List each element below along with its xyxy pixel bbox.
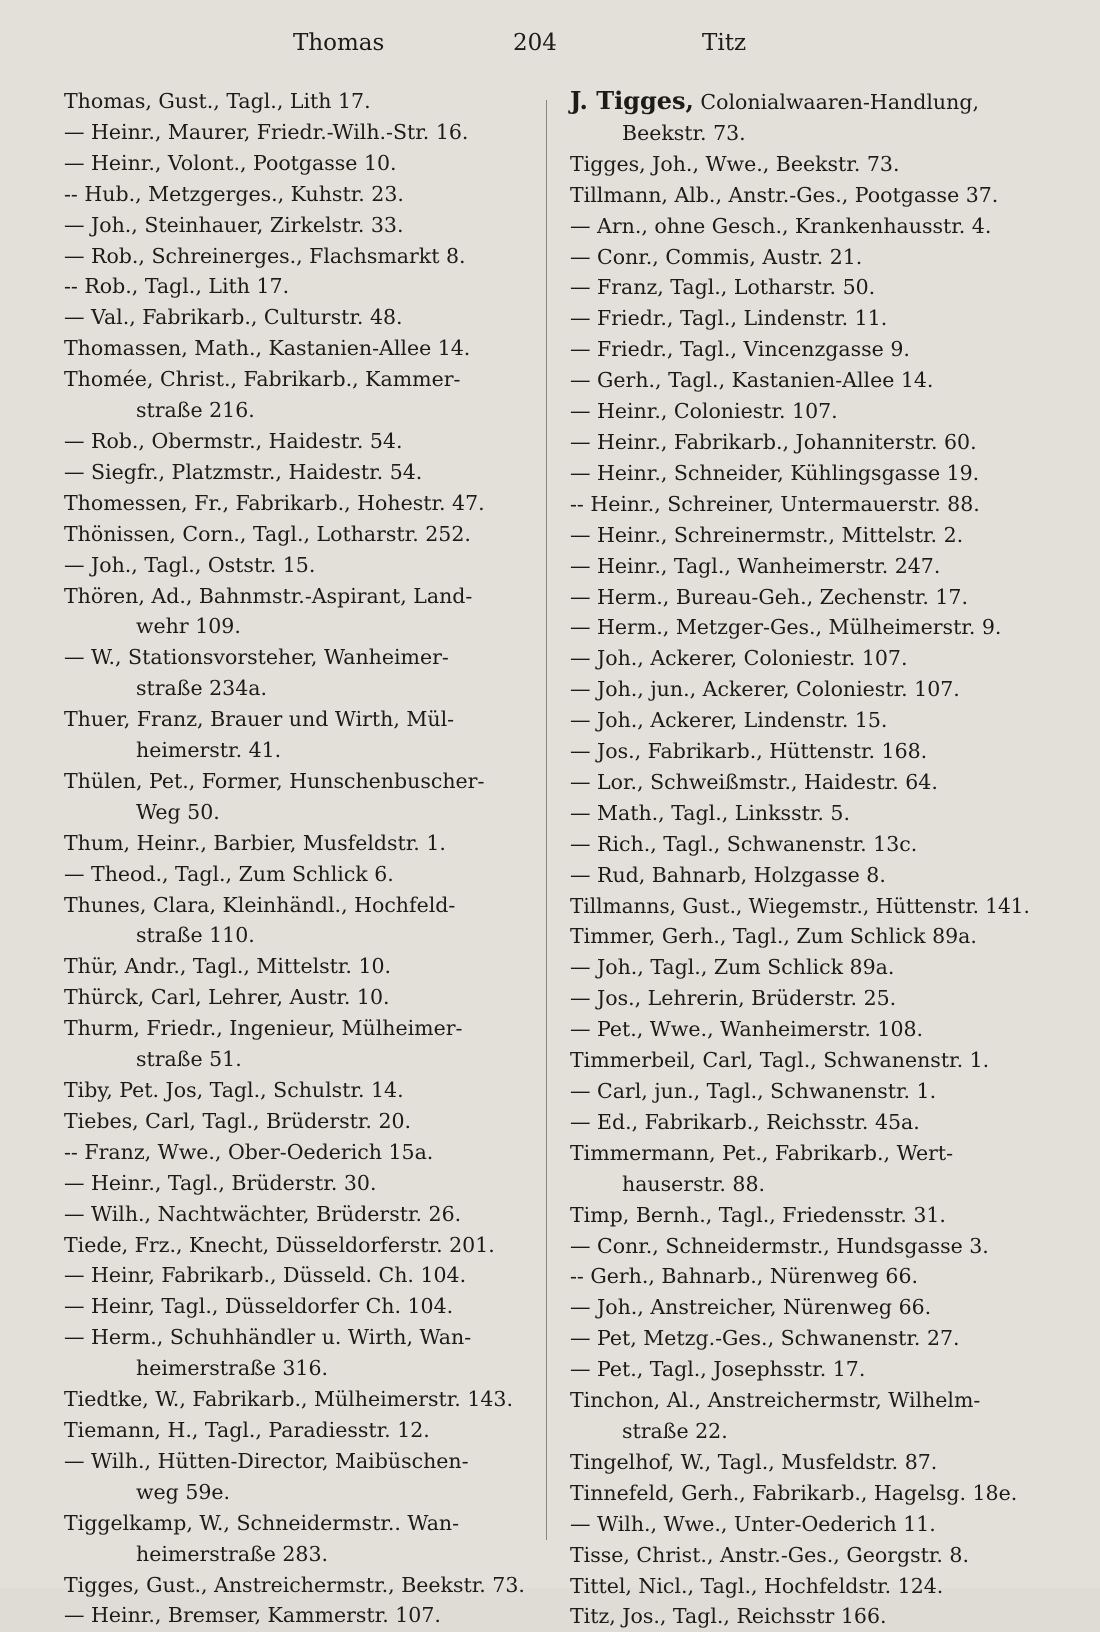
entry-text: — Carl, jun., Tagl., Schwanenstr. 1.	[570, 1079, 937, 1103]
directory-entry-line	[64, 1322, 534, 1353]
directory-entry-line	[64, 1137, 534, 1168]
directory-entry-line	[570, 489, 1040, 520]
directory-entry-line	[570, 705, 1040, 736]
entry-text: — Conr., Schneidermstr., Hundsgasse 3.	[570, 1233, 989, 1258]
entry-text: Tiemann, H., Tagl., Paradiesstr. 12.	[64, 1417, 430, 1442]
directory-entry-line	[64, 673, 534, 704]
entry-text: — Pet, Metzg.-Ges., Schwanenstr. 27.	[570, 1326, 960, 1351]
entry-text: Thülen, Pet., Former, Hunschenbuscher-	[64, 768, 485, 793]
entry-text: -- Rob., Tagl., Lith 17.	[64, 274, 290, 299]
directory-entry-line	[570, 149, 1040, 180]
directory-entry-line	[64, 828, 534, 859]
directory-entry-line	[570, 520, 1040, 551]
entry-text: Colonialwaaren-Handlung,	[700, 90, 979, 114]
entry-text: Thum, Heinr., Barbier, Musfeldstr. 1.	[64, 830, 446, 855]
entry-text: — Heinr, Fabrikarb., Düsseld. Ch. 104.	[64, 1263, 467, 1288]
directory-entry-line	[570, 1385, 1040, 1416]
directory-entry-line	[570, 736, 1040, 767]
directory-entry-line	[570, 1138, 1040, 1169]
directory-entry-line	[64, 457, 534, 488]
directory-entry-line	[570, 334, 1040, 365]
entry-text: — Rich., Tagl., Schwanenstr. 13c.	[570, 831, 918, 856]
entry-text: weg 59e.	[136, 1479, 231, 1504]
entry-text: Thür, Andr., Tagl., Mittelstr. 10.	[64, 954, 392, 979]
directory-entry-line	[570, 180, 1040, 211]
directory-entry-line	[64, 1230, 534, 1261]
directory-entry-line	[64, 581, 534, 612]
entry-text: Weg 50.	[136, 799, 220, 824]
directory-entry-line	[570, 1571, 1040, 1602]
entry-text: Tiggelkamp, W., Schneidermstr.. Wan-	[64, 1510, 460, 1535]
directory-entry-line	[64, 210, 534, 241]
directory-entry-line	[64, 488, 534, 519]
directory-entry-line	[570, 303, 1040, 334]
directory-entry-line	[64, 550, 534, 581]
entry-text: heimerstraße 283.	[136, 1541, 329, 1566]
directory-entry-line	[570, 1045, 1040, 1076]
directory-entry-line	[64, 1415, 534, 1446]
entry-text: Tillmann, Alb., Anstr.-Ges., Pootgasse 37.	[570, 182, 999, 207]
directory-entry-line	[570, 396, 1040, 427]
entry-text: — Wilh., Wwe., Unter-Oederich 11.	[570, 1511, 936, 1536]
entry-text: Thurm, Friedr., Ingenieur, Mülheimer-	[64, 1016, 463, 1041]
directory-entry-line	[570, 643, 1040, 674]
entry-text: — Conr., Commis, Austr. 21.	[570, 244, 863, 269]
directory-entry-line	[570, 1447, 1040, 1478]
directory-entry-line	[570, 798, 1040, 829]
directory-entry-line	[64, 1353, 534, 1384]
directory-entry-line	[64, 395, 534, 426]
directory-entry-line	[570, 1354, 1040, 1385]
directory-entry-line	[64, 117, 534, 148]
directory-entry-line	[64, 704, 534, 735]
entry-text: — Jos., Fabrikarb., Hüttenstr. 168.	[570, 739, 928, 764]
directory-entry-line	[64, 1168, 534, 1199]
directory-entry-line	[64, 1013, 534, 1044]
directory-entry-line	[64, 1570, 534, 1601]
entry-text: — Jos., Lehrerin, Brüderstr. 25.	[570, 986, 897, 1011]
directory-entry-line	[570, 1107, 1040, 1138]
entry-text: — Joh., Steinhauer, Zirkelstr. 33.	[64, 212, 404, 237]
directory-entry-line	[64, 426, 534, 457]
directory-entry-line	[570, 272, 1040, 303]
entry-text: — Heinr., Schneider, Kühlingsgasse 19.	[570, 460, 980, 485]
entry-text: — Wilh., Hütten-Director, Maibüschen-	[64, 1448, 469, 1473]
entry-text: Tisse, Christ., Anstr.-Ges., Georgstr. 8.	[570, 1542, 969, 1567]
entry-text: — Franz, Tagl., Lotharstr. 50.	[570, 275, 876, 300]
entry-text: Thomassen, Math., Kastanien-Allee 14.	[64, 336, 471, 361]
directory-entry-line	[64, 611, 534, 642]
directory-entry-line	[64, 364, 534, 395]
entry-text: — Herm., Schuhhändler u. Wirth, Wan-	[64, 1325, 472, 1350]
entry-text: — Theod., Tagl., Zum Schlick 6.	[64, 861, 394, 886]
directory-entry-line	[64, 1600, 534, 1631]
entry-text: Tittel, Nicl., Tagl., Hochfeldstr. 124.	[570, 1573, 944, 1598]
directory-entry-line	[570, 891, 1040, 922]
entry-text: — Pet., Wwe., Wanheimerstr. 108.	[570, 1017, 924, 1042]
directory-entry-line	[570, 952, 1040, 983]
entry-text: — Joh., Ackerer, Lindenstr. 15.	[570, 708, 888, 733]
directory-entry-line	[570, 1292, 1040, 1323]
directory-entry-line	[570, 1014, 1040, 1045]
directory-entry-line	[64, 179, 534, 210]
entry-text: — Wilh., Nachtwächter, Brüderstr. 26.	[64, 1201, 462, 1226]
entry-text: Tiede, Frz., Knecht, Düsseldorferstr. 201.	[64, 1232, 495, 1257]
directory-entry-line	[64, 1384, 534, 1415]
entry-text: straße 234a.	[136, 676, 267, 701]
left-column	[64, 86, 534, 1631]
header-left-keyword: Thomas	[293, 30, 385, 56]
entry-text: — Lor., Schweißmstr., Haidestr. 64.	[570, 769, 938, 794]
directory-entry-line	[570, 674, 1040, 705]
directory-entry-line	[64, 642, 534, 673]
directory-entry-line	[64, 735, 534, 766]
directory-entry-line	[64, 1075, 534, 1106]
directory-entry-line	[570, 1416, 1040, 1447]
directory-entry-line	[570, 1509, 1040, 1540]
entry-text: -- Hub., Metzgerges., Kuhstr. 23.	[64, 181, 404, 206]
directory-entry-line	[570, 118, 1040, 149]
directory-entry-line	[64, 951, 534, 982]
directory-entry-line	[64, 1199, 534, 1230]
entry-text: heimerstraße 316.	[136, 1356, 329, 1381]
entry-text: Tiby, Pet. Jos, Tagl., Schulstr. 14.	[64, 1078, 404, 1102]
directory-entry-line	[570, 860, 1040, 891]
entry-text: Tinnefeld, Gerh., Fabrikarb., Hagelsg. 18e.	[570, 1480, 1018, 1505]
directory-entry-line	[64, 1539, 534, 1570]
page-header	[0, 30, 1100, 70]
directory-entry-line	[64, 1446, 534, 1477]
directory-entry-line	[64, 1477, 534, 1508]
entry-text: — Herm., Metzger-Ges., Mülheimerstr. 9.	[570, 615, 1002, 640]
directory-entry-line	[64, 859, 534, 890]
entry-text: — Heinr., Maurer, Friedr.-Wilh.-Str. 16.	[64, 119, 469, 144]
directory-entry-line	[64, 890, 534, 921]
directory-entry-line	[570, 458, 1040, 489]
entry-text: — Heinr., Tagl., Brüderstr. 30.	[64, 1170, 377, 1195]
directory-entry-line	[64, 241, 534, 272]
entry-text: Thunes, Clara, Kleinhändl., Hochfeld-	[64, 892, 456, 917]
entry-text: straße 51.	[136, 1047, 242, 1072]
entry-text: — Friedr., Tagl., Vincenzgasse 9.	[570, 337, 910, 362]
entry-text: Thomée, Christ., Fabrikarb., Kammer-	[64, 367, 461, 392]
directory-entry-line	[570, 242, 1040, 273]
entry-text: Tigges, Joh., Wwe., Beekstr. 73.	[570, 151, 900, 176]
entry-text: — Rob., Obermstr., Haidestr. 54.	[64, 428, 403, 453]
directory-entry-line	[570, 767, 1040, 798]
entry-text: — Joh., Tagl., Zum Schlick 89a.	[570, 955, 895, 980]
entry-text: straße 110.	[136, 923, 255, 948]
page-number: 204	[513, 30, 557, 56]
directory-entry-line	[64, 86, 534, 117]
entry-text: — Heinr., Bremser, Kammerstr. 107.	[64, 1603, 441, 1628]
entry-text: — Rud, Bahnarb, Holzgasse 8.	[570, 862, 886, 887]
directory-entry-line	[570, 1540, 1040, 1571]
entry-text: Tiedtke, W., Fabrikarb., Mülheimerstr. 143.	[64, 1387, 513, 1412]
entry-text: Tingelhof, W., Tagl., Musfeldstr. 87.	[570, 1449, 938, 1474]
directory-entry-line	[64, 302, 534, 333]
entry-text: Timp, Bernh., Tagl., Friedensstr. 31.	[570, 1202, 946, 1227]
entry-text: Thomas, Gust., Tagl., Lith 17.	[64, 89, 371, 113]
entry-text: straße 216.	[136, 398, 255, 423]
directory-entry-line	[64, 797, 534, 828]
directory-entry-line	[570, 921, 1040, 952]
directory-entry-line	[64, 920, 534, 951]
entry-text: — Joh., jun., Ackerer, Coloniestr. 107.	[570, 677, 960, 702]
directory-entry-line	[570, 365, 1040, 396]
directory-entry-line	[570, 1231, 1040, 1262]
entry-text: — Math., Tagl., Linksstr. 5.	[570, 800, 850, 825]
entry-text: — Friedr., Tagl., Lindenstr. 11.	[570, 306, 888, 331]
directory-entry-line	[570, 983, 1040, 1014]
entry-text: Tigges, Gust., Anstreichermstr., Beekstr. 73.	[64, 1572, 525, 1597]
directory-entry-line	[64, 1291, 534, 1322]
entry-text: — Herm., Bureau-Geh., Zechenstr. 17.	[570, 584, 968, 609]
entry-text: — Heinr., Volont., Pootgasse 10.	[64, 150, 397, 175]
entry-text: Thönissen, Corn., Tagl., Lotharstr. 252.	[64, 521, 471, 546]
entry-text: — Joh., Tagl., Oststr. 15.	[64, 552, 316, 577]
entry-text: -- Franz, Wwe., Ober-Oederich 15a.	[64, 1139, 434, 1164]
entry-text: — Joh., Anstreicher, Nürenweg 66.	[570, 1295, 932, 1320]
entry-text: -- Heinr., Schreiner, Untermauerstr. 88.	[570, 491, 980, 516]
entry-text: — Heinr., Tagl., Wanheimerstr. 247.	[570, 553, 941, 578]
directory-entry-line	[570, 551, 1040, 582]
directory-entry-line	[64, 1508, 534, 1539]
entry-text: — Joh., Ackerer, Coloniestr. 107.	[570, 646, 908, 671]
directory-entry-line	[570, 582, 1040, 613]
directory-entry-line	[64, 1044, 534, 1075]
entry-text: hauserstr. 88.	[622, 1171, 766, 1196]
directory-entry-line	[64, 519, 534, 550]
entry-text: Timmermann, Pet., Fabrikarb., Wert-	[570, 1140, 954, 1165]
directory-entry-line	[570, 1169, 1040, 1200]
entry-text: Timmer, Gerh., Tagl., Zum Schlick 89a.	[570, 924, 977, 949]
entry-text: Beekstr. 73.	[622, 120, 746, 145]
entry-text: Tiebes, Carl, Tagl., Brüderstr. 20.	[64, 1108, 412, 1133]
directory-entry-line	[570, 1478, 1040, 1509]
entry-text: — Heinr., Schreinermstr., Mittelstr. 2.	[570, 522, 964, 547]
entry-text: — Pet., Tagl., Josephsstr. 17.	[570, 1357, 866, 1382]
directory-entry-line	[570, 1261, 1040, 1292]
directory-entry-line	[570, 829, 1040, 860]
entry-text: — Arn., ohne Gesch., Krankenhausstr. 4.	[570, 213, 992, 238]
directory-entry-line	[64, 766, 534, 797]
directory-entry-line	[570, 427, 1040, 458]
entry-text: — W., Stationsvorsteher, Wanheimer-	[64, 645, 449, 670]
entry-text: Thuer, Franz, Brauer und Wirth, Mül-	[64, 707, 455, 732]
entry-text: — Ed., Fabrikarb., Reichsstr. 45a.	[570, 1109, 920, 1134]
directory-entry-line	[64, 1106, 534, 1137]
directory-entry-line	[570, 1323, 1040, 1354]
entry-text: — Siegfr., Platzmstr., Haidestr. 54.	[64, 459, 423, 484]
entry-text: Tillmanns, Gust., Wiegemstr., Hüttenstr. 141.	[570, 893, 1030, 918]
directory-entry-line	[64, 271, 534, 302]
entry-text: Thürck, Carl, Lehrer, Austr. 10.	[64, 985, 390, 1010]
directory-entry-line	[570, 86, 1040, 118]
entry-text: — Rob., Schreinerges., Flachsmarkt 8.	[64, 243, 466, 268]
entry-text: heimerstr. 41.	[136, 738, 282, 763]
directory-entry-line	[64, 1260, 534, 1291]
directory-entry-line	[570, 1200, 1040, 1231]
directory-entry-line	[64, 333, 534, 364]
entry-text: — Heinr, Tagl., Düsseldorfer Ch. 104.	[64, 1294, 454, 1319]
directory-entry-line	[570, 1076, 1040, 1107]
entry-text: straße 22.	[622, 1418, 728, 1443]
directory-entry-line	[64, 148, 534, 179]
entry-text: Thomessen, Fr., Fabrikarb., Hohestr. 47.	[64, 490, 485, 515]
entry-text: Titz, Jos., Tagl., Reichsstr 166.	[570, 1604, 887, 1629]
directory-entry-line	[64, 982, 534, 1013]
directory-entry-line	[570, 612, 1040, 643]
entry-firm-name: J. Tigges,	[570, 86, 694, 115]
directory-entry-line	[570, 1601, 1040, 1632]
directory-entry-line	[570, 211, 1040, 242]
entry-text: wehr 109.	[136, 614, 241, 639]
entry-text: Thören, Ad., Bahnmstr.-Aspirant, Land-	[64, 583, 473, 608]
entry-text: — Heinr., Coloniestr. 107.	[570, 399, 838, 424]
header-right-keyword: Titz	[702, 30, 747, 56]
entry-text: — Gerh., Tagl., Kastanien-Allee 14.	[570, 368, 934, 393]
column-divider	[546, 100, 547, 1540]
right-column	[570, 86, 1040, 1632]
entry-text: — Heinr., Fabrikarb., Johanniterstr. 60.	[570, 429, 977, 454]
entry-text: Timmerbeil, Carl, Tagl., Schwanenstr. 1.	[570, 1048, 990, 1073]
entry-text: -- Gerh., Bahnarb., Nürenweg 66.	[570, 1264, 919, 1289]
entry-text: Tinchon, Al., Anstreichermstr, Wilhelm-	[570, 1388, 981, 1413]
entry-text: — Val., Fabrikarb., Culturstr. 48.	[64, 305, 403, 330]
